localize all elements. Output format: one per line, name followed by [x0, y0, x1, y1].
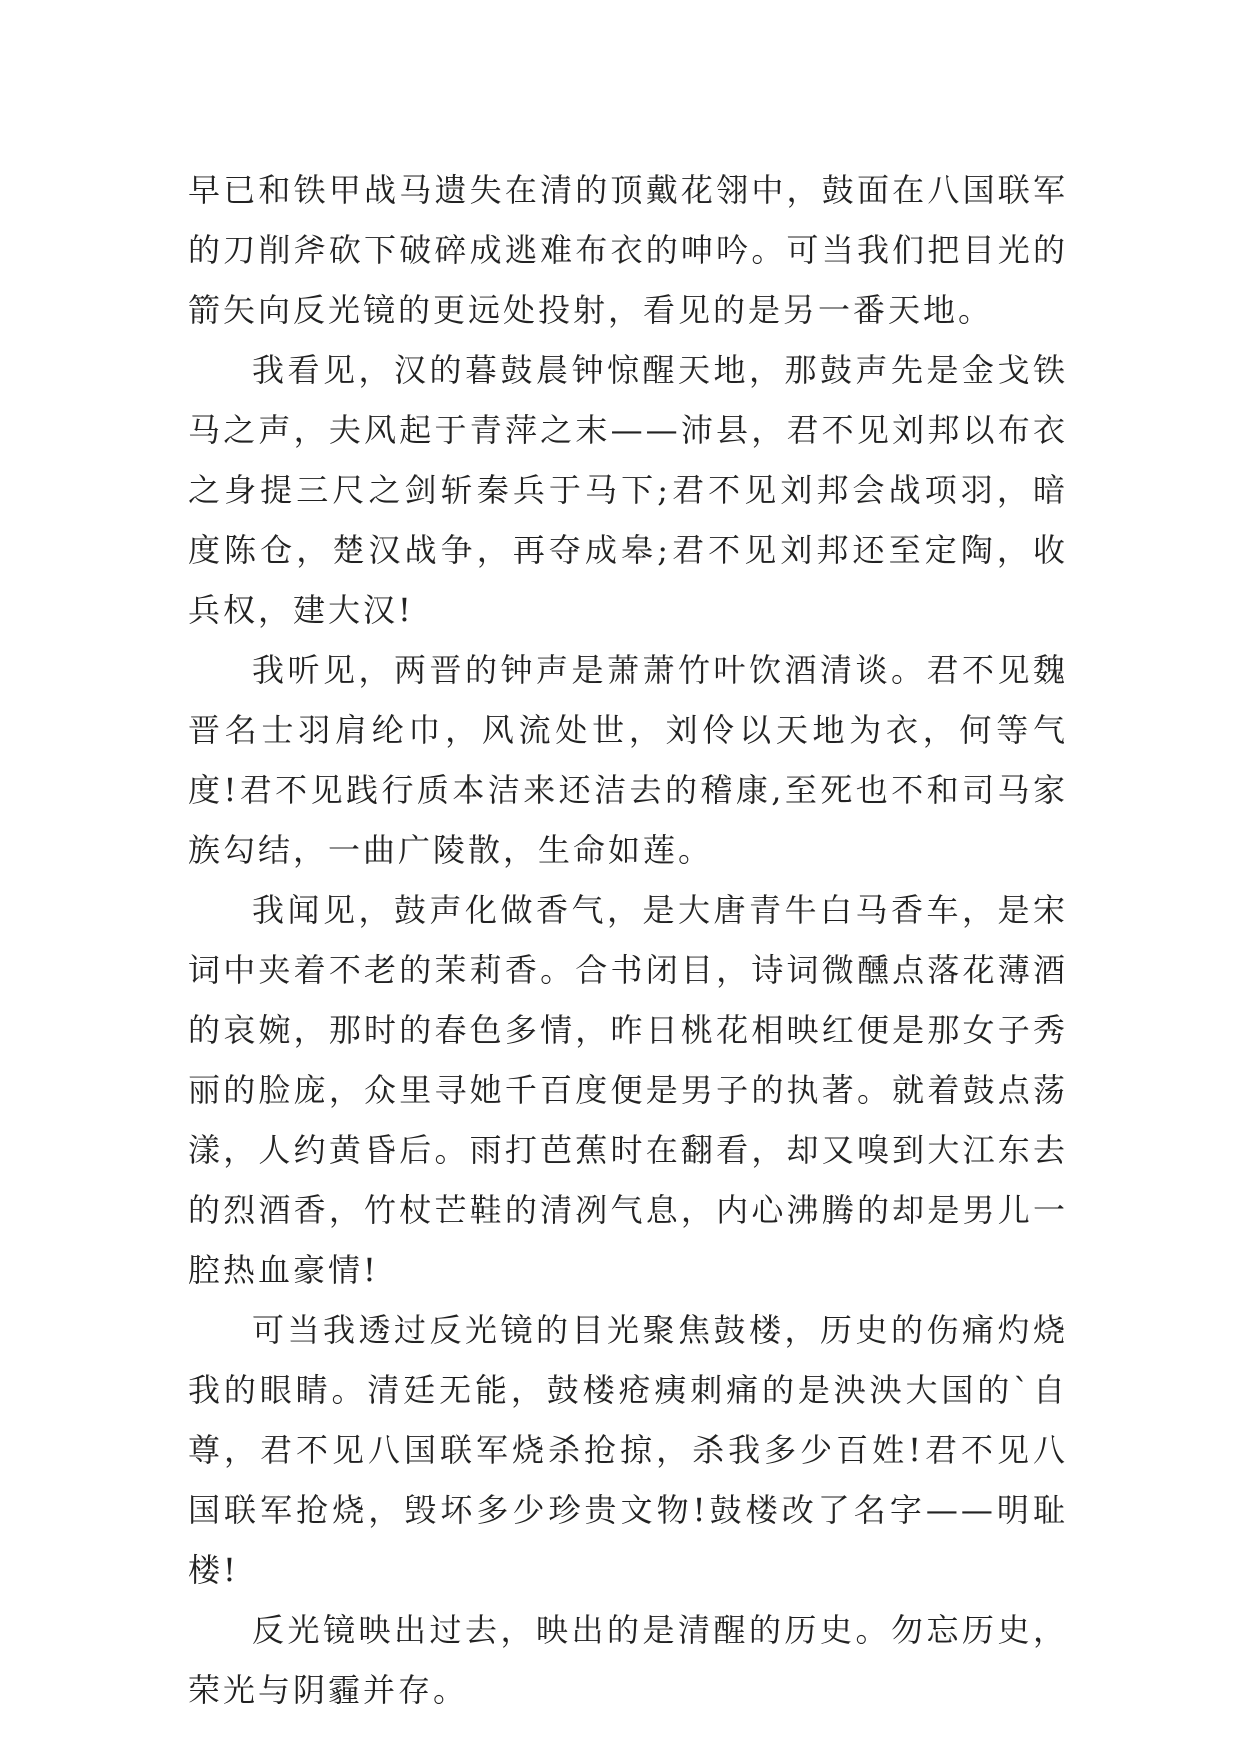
paragraph-3: 我听见，两晋的钟声是萧萧竹叶饮酒清谈。君不见魏晋名士羽肩纶巾，风流处世，刘伶以天地为衣，何等气度!君不见践行质本洁来还洁去的稽康,至死也不和司马家族勾结，一曲广陵散，生命如莲。 [188, 651, 1068, 869]
paragraph-4: 我闻见，鼓声化做香气，是大唐青牛白马香车，是宋词中夹着不老的茉莉香。合书闭目，诗词微醺点落花薄酒的哀婉，那时的春色多情，昨日桃花相映红便是那女子秀丽的脸庞，众里寻她千百度便是男子的执著。就着鼓点荡漾，人约黄昏后。雨打芭蕉时在翻看，却又嗅到大江东去的烈酒香，竹杖芒鞋的清冽气息，内心沸腾的却是男儿一腔热血豪情! [188, 891, 1068, 1289]
article-body [188, 160, 1068, 1720]
paragraph-6: 反光镜映出过去，映出的是清醒的历史。勿忘历史，荣光与阴霾并存。 [188, 1611, 1068, 1709]
paragraph-1: 早已和铁甲战马遗失在清的顶戴花翎中，鼓面在八国联军的刀削斧砍下破碎成逃难布衣的呻吟。可当我们把目光的箭矢向反光镜的更远处投射，看见的是另一番天地。 [188, 171, 1068, 329]
paragraph-5: 可当我透过反光镜的目光聚焦鼓楼，历史的伤痛灼烧我的眼睛。清廷无能，鼓楼疮痍刺痛的是泱泱大国的`自尊，君不见八国联军烧杀抢掠，杀我多少百姓!君不见八国联军抢烧，毁坏多少珍贵文物!鼓楼改了名字——明耻楼! [188, 1311, 1068, 1589]
paragraph-2: 我看见，汉的暮鼓晨钟惊醒天地，那鼓声先是金戈铁马之声，夫风起于青萍之末——沛县，君不见刘邦以布衣之身提三尺之剑斩秦兵于马下;君不见刘邦会战项羽，暗度陈仓，楚汉战争，再夺成皋;君不见刘邦还至定陶，收兵权，建大汉! [188, 351, 1068, 629]
